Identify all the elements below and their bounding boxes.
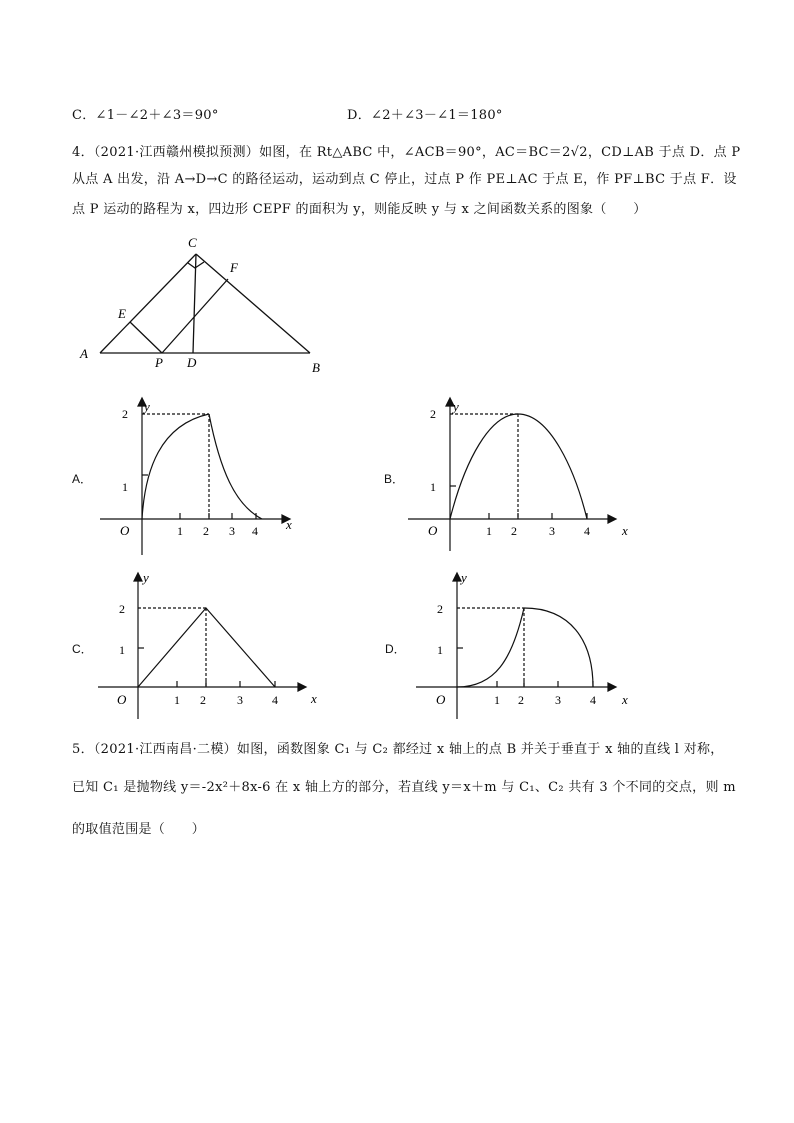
tick-label-x-4: 4 [584, 524, 590, 538]
tick-label-x-1: 1 [494, 693, 500, 707]
tick-label-x-3: 3 [229, 524, 235, 538]
tick-label-y-2: 2 [437, 602, 443, 616]
prev-option-c: C．∠1－∠2＋∠3＝90° [72, 108, 219, 123]
curve-rise [457, 608, 524, 687]
tick-label-y-2: 2 [119, 602, 125, 616]
option-d-label[interactable]: D． [385, 642, 406, 656]
q4-stem-line-3: 点 P 运动的路程为 x，四边形 CEPF 的面积为 y，则能反映 y 与 x 之间函数关系的图象（ ） [72, 202, 647, 217]
tick-label-y-2: 2 [430, 407, 436, 421]
tick-label-x-4: 4 [590, 693, 596, 707]
tick-label-y-2: 2 [122, 407, 128, 421]
tick-label-x-1: 1 [174, 693, 180, 707]
y-axis-label: y [453, 399, 459, 414]
x-axis-label: x [286, 517, 292, 532]
label-b: B [312, 360, 320, 375]
x-arrow [608, 683, 616, 691]
label-d: D [187, 355, 197, 370]
tick-label-x-1: 1 [486, 524, 492, 538]
tick-label-x-2: 2 [203, 524, 209, 538]
y-axis-label: y [461, 570, 467, 585]
tick-label-x-2: 2 [200, 693, 206, 707]
tick-label-x-3: 3 [555, 693, 561, 707]
tick-label-y-1: 1 [122, 480, 128, 494]
x-axis-label: x [622, 523, 628, 538]
origin-label: O [436, 692, 446, 707]
origin-label: O [120, 523, 130, 538]
curve-fall [524, 608, 593, 687]
y-arrow [453, 573, 461, 581]
q4-stem-line-1: 4．（2021·江西赣州模拟预测）如图，在 Rt△ABC 中，∠ACB＝90°，AC＝BC＝2√2，CD⊥AB 于点 D．点 P [72, 145, 741, 160]
tick-label-x-1: 1 [177, 524, 183, 538]
tick-label-x-2: 2 [518, 693, 524, 707]
label-a: A [80, 346, 88, 361]
tick-label-y-1: 1 [119, 643, 125, 657]
q5-stem-line-1: 5．（2021·江西南昌·二模）如图，函数图象 C₁ 与 C₂ 都经过 x 轴上的点 B 并关于垂直于 x 轴的直线 l 对称， [72, 742, 724, 757]
y-axis-label: y [144, 399, 150, 414]
label-e: E [118, 306, 126, 321]
option-b-label[interactable]: B． [384, 472, 405, 486]
x-axis-label: x [622, 692, 628, 707]
origin-label: O [117, 692, 127, 707]
label-p: P [155, 355, 163, 370]
tick-label-y-1: 1 [437, 643, 443, 657]
tick-label-x-4: 4 [252, 524, 258, 538]
tick-label-x-3: 3 [237, 693, 243, 707]
label-c: C [188, 235, 197, 250]
y-axis-label: y [143, 570, 149, 585]
q4-stem-line-2: 从点 A 出发，沿 A→D→C 的路径运动，运动到点 C 停止，过点 P 作 PE⊥AC 于点 E，作 PF⊥BC 于点 F．设 [72, 172, 737, 187]
q5-stem-line-3: 的取值范围是（ ） [72, 822, 206, 837]
tick-label-x-4: 4 [272, 693, 278, 707]
tick-label-x-3: 3 [549, 524, 555, 538]
q5-stem-line-2: 已知 C₁ 是抛物线 y＝-2x²＋8x-6 在 x 轴上方的部分，若直线 y＝x＋m 与 C₁、C₂ 共有 3 个不同的交点，则 m [72, 780, 736, 795]
x-axis-label: x [311, 691, 317, 706]
label-f: F [230, 260, 238, 275]
tick-label-x-2: 2 [511, 524, 517, 538]
prev-option-d: D．∠2＋∠3－∠1＝180° [347, 108, 503, 123]
tick-label-y-1: 1 [430, 480, 436, 494]
option-c-label[interactable]: C． [72, 642, 93, 656]
option-a-label[interactable]: A． [72, 472, 93, 486]
origin-label: O [428, 523, 438, 538]
